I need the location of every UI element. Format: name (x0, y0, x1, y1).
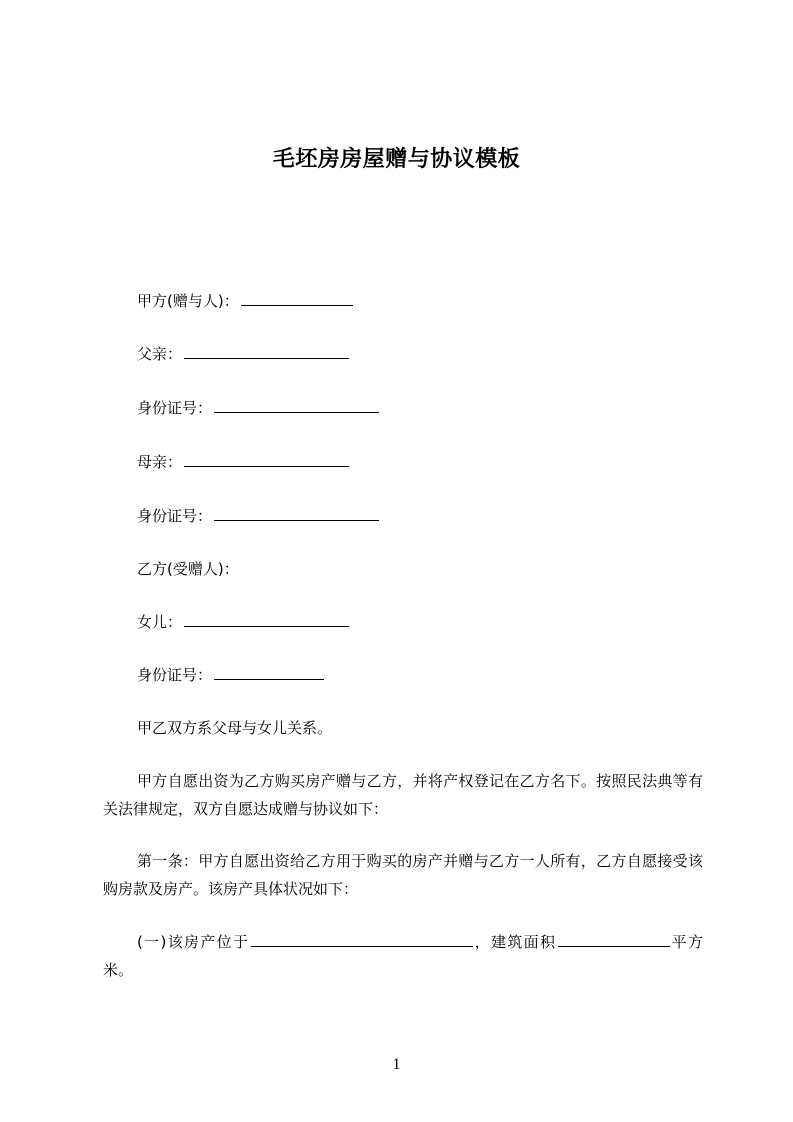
donor-field (137, 291, 353, 311)
unit-text: 平方米。 (103, 933, 703, 979)
intro-paragraph: 甲方自愿出资为乙方购买房产赠与乙方，并将产权登记在乙方名下。按照民法典等有关法律规定，双方自愿达成赠与协议如下： (103, 772, 703, 818)
father-field (137, 344, 349, 364)
location-prefix: (一)该房产位于 (137, 933, 250, 951)
page-number: 1 (392, 1056, 401, 1073)
field-label: 女儿： (137, 613, 183, 631)
relation-statement: 甲乙双方系父母与女儿关系。 (137, 719, 333, 737)
recipient-field (137, 559, 239, 579)
field-label: 身份证号： (137, 399, 213, 417)
father-id-field (137, 398, 379, 418)
field-label: 父亲： (137, 345, 183, 363)
daughter-id-field (137, 665, 324, 685)
blank-line[interactable] (184, 344, 349, 359)
document-title: 毛坯房房屋赠与协议模板 (272, 147, 521, 172)
field-label: 乙方(受赠人)： (137, 560, 239, 578)
article-one-paragraph: 第一条：甲方自愿出资给乙方用于购买的房产并赠与乙方一人所有，乙方自愿接受该购房款及房产。该房产具体状况如下： (103, 852, 703, 898)
area-blank[interactable] (558, 932, 670, 947)
blank-line[interactable] (241, 291, 353, 306)
blank-line[interactable] (214, 398, 379, 413)
property-location-paragraph (103, 928, 703, 984)
daughter-field (137, 612, 349, 632)
mother-id-field (137, 506, 379, 526)
field-label: 身份证号： (137, 666, 213, 684)
area-text: ，建筑面积 (473, 933, 557, 951)
blank-line[interactable] (184, 452, 349, 467)
field-label: 甲方(赠与人)： (137, 292, 239, 310)
mother-field (137, 452, 349, 472)
blank-line[interactable] (214, 665, 324, 680)
field-label: 母亲： (137, 453, 183, 471)
location-blank[interactable] (251, 932, 473, 947)
field-label: 身份证号： (137, 507, 213, 525)
blank-line[interactable] (214, 506, 379, 521)
blank-line[interactable] (184, 612, 349, 627)
